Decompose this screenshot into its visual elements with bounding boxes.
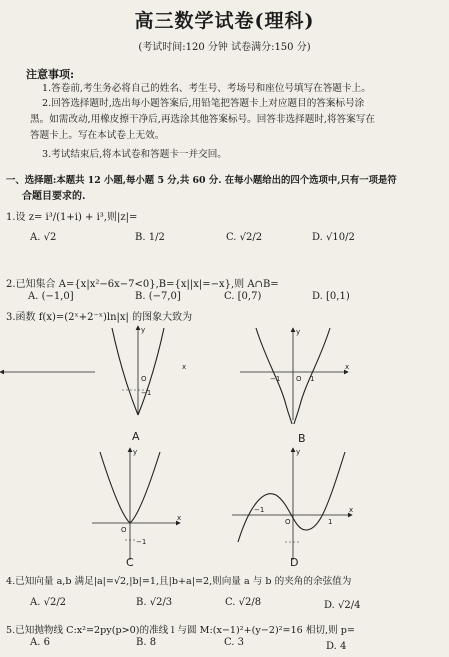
q1-option-a: A. √2 [30,232,57,243]
q1-option-c: C. √2/2 [226,232,263,243]
graph-a-labels [141,326,186,397]
graph-d-neg-one: −1 [254,506,265,514]
graph-c-neg-one: −1 [136,538,147,546]
graph-c-origin: O [121,526,127,534]
q5-option-b: B. 8 [136,637,157,648]
graph-b-neg-one: −1 [270,375,281,383]
graph-d-labels [254,448,353,526]
graph-a-y-label: y [141,326,146,334]
graph-a-caption: A [132,430,140,443]
graph-b-labels [270,328,349,383]
page-title: 高三数学试卷(理科) [134,10,315,32]
graph-c-y-label: y [133,448,138,456]
q4-option-d: D. √2/4 [324,600,361,611]
q5-stem: 5.已知抛物线 C:x²=2py(p>0)的准线 l 与圆 M:(x−1)²+(y−2)²=16 相切,则 p= [6,625,355,636]
q2-option-c: C. [0,7) [224,291,262,302]
q4-option-b: B. √2/3 [136,597,173,608]
q3-stem: 3.函数 f(x)=(2ˣ+2⁻ˣ)ln|x| 的图象大致为 [6,312,193,323]
q2-option-d: D. [0,1) [312,291,350,302]
graph-a-neg-one: −1 [141,389,152,397]
q2-option-a: A. (−1,0] [28,291,74,302]
graph-b-caption: B [298,432,306,445]
q1-option-b: B. 1/2 [135,232,165,243]
graph-d-caption: D [290,556,299,569]
q1-option-d: D. √10/2 [312,232,355,243]
notice-item-2-end: 答题卡上。写在本试卷上无效。 [30,130,165,141]
notice-item-2-cont: 黑。如需改动,用橡皮擦干净后,再选涂其他答案标号。回答非选择题时,将答案写在 [30,114,375,125]
graph-b-y-label: y [296,328,301,336]
graph-d-x-label: x [349,506,354,514]
q2-stem: 2.已知集合 A={x|x²−6x−7<0},B={x||x|=−x},则 A∩B= [6,279,279,290]
q3-graphs [0,320,449,570]
graph-b-origin: O [296,375,302,383]
graph-a-x-label: x [182,363,187,371]
section-heading: 一、选择题:本题共 12 小题,每小题 5 分,共 60 分. 在每小题给出的四个选项中,只有一项是符 [6,175,397,186]
exam-info: (考试时间:120 分钟 试卷满分:150 分) [138,42,311,53]
notice-item-1: 1.答卷前,考生务必将自己的姓名、考生号、考场号和座位号填写在答题卡上。 [42,83,371,94]
notice-item-3: 3.考试结束后,将本试卷和答题卡一并交回。 [42,149,227,160]
graph-b-one: 1 [310,375,315,383]
graph-a-origin: O [141,375,147,383]
graph-b-x-label: x [345,363,350,371]
graph-d-y-label: y [296,448,301,456]
q4-option-a: A. √2/2 [30,597,67,608]
q5-option-a: A. 6 [30,637,50,648]
section-heading-cont: 合题目要求的. [22,191,86,202]
graph-c-caption: C [126,556,134,569]
graph-b [240,328,348,424]
q2-option-b: B. (−7,0] [135,291,181,302]
notice-item-2: 2.回答选择题时,选出每小题答案后,用铅笔把答题卡上对应题目的答案标号涂 [42,98,365,109]
graph-a [0,326,164,420]
q1-stem: 1.设 z= i³/(1+i) + i³,则|z|= [6,212,138,223]
q5-option-c: C. 3 [224,637,245,648]
graph-c-x-label: x [177,514,182,522]
q4-stem: 4.已知向量 a,b 满足|a|=√2,|b|=1,且|b+a|=2,则向量 a 与 b 的夹角的余弦值为 [6,576,352,587]
graph-d-origin: O [285,518,291,526]
q5-option-d: D. 4 [326,641,347,652]
graph-d [232,448,352,560]
graph-d-one: 1 [328,518,333,526]
q4-option-c: C. √2/8 [225,597,262,608]
notice-heading: 注意事项: [26,68,75,81]
